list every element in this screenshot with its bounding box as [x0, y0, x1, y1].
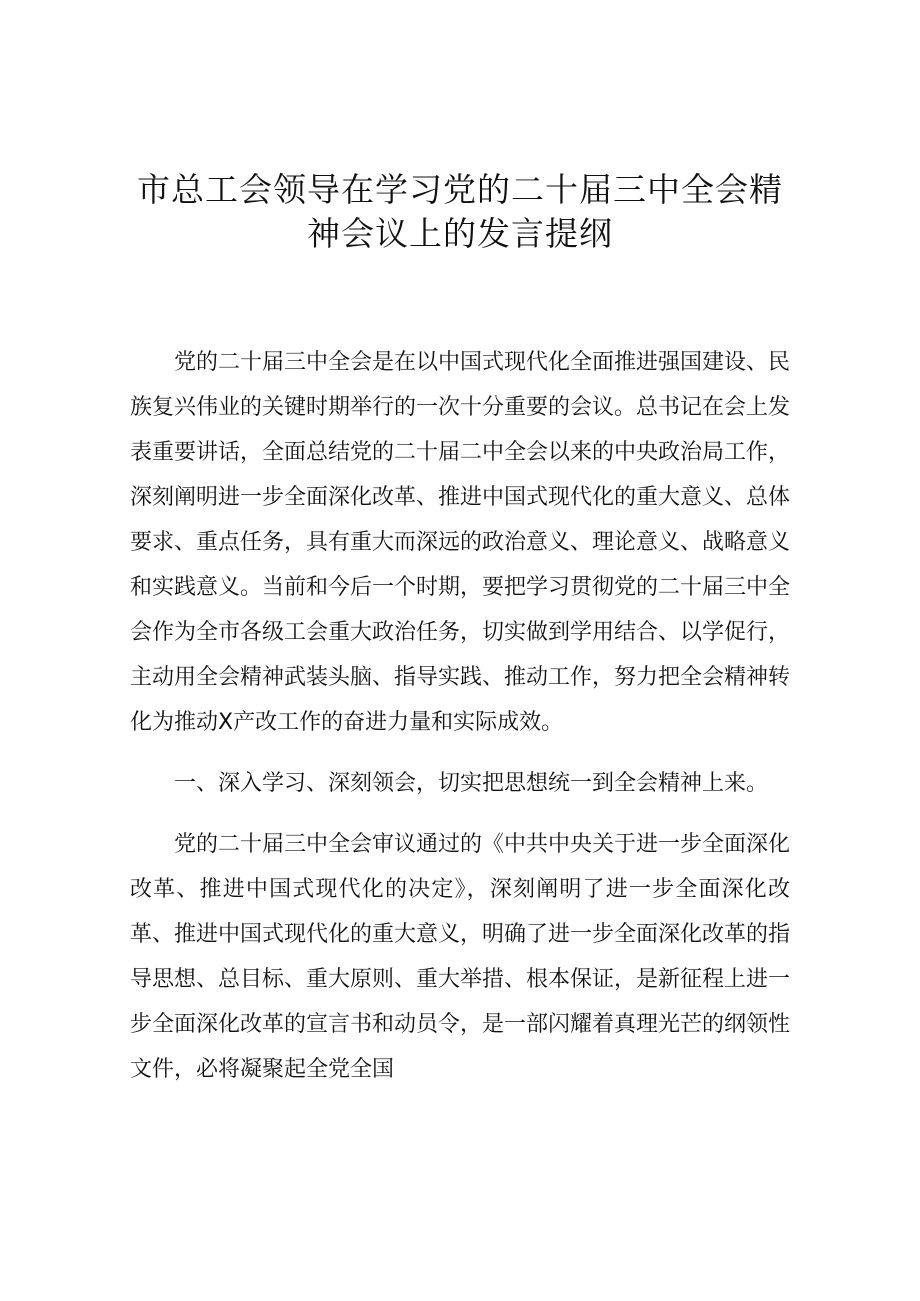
- document-body: [130, 340, 790, 1092]
- title-line-2: 神会议上的发言提纲: [307, 214, 613, 253]
- document-title: [130, 168, 790, 256]
- paragraph-intro: 党的二十届三中全会是在以中国式现代化全面推进强国建设、民族复兴伟业的关键时期举行的一次十分重要的会议。总书记在会上发表重要讲话，全面总结党的二十届二中全会以来的中央政治局工作，深刻阐明进一步全面深化改革、推进中国式现代化的重大意义、总体要求、重点任务，具有重大而深远的政治意义、理论意义、战略意义和实践意义。当前和今后一个时期，要把学习贯彻党的二十届三中全会作为全市各级工会重大政治任务，切实做到学用结合、以学促行，主动用全会精神武装头脑、指导实践、推动工作，努力把全会精神转化为推动X产改工作的奋进力量和实际成效。: [130, 350, 791, 735]
- paragraph-section-1: 党的二十届三中全会审议通过的《中共中央关于进一步全面深化改革、推进中国式现代化的决定》，深刻阐明了进一步全面深化改革、推进中国式现代化的重大意义，明确了进一步全面深化改革的指导思想、总目标、重大原则、重大举措、根本保证，是新征程上进一步全面深化改革的宣言书和动员令，是一部闪耀着真理光芒的纲领性文件，必将凝聚起全党全国: [130, 832, 791, 1082]
- title-line-1: 市总工会领导在学习党的二十届三中全会精: [137, 170, 783, 209]
- section-heading-1: 一、深入学习、深刻领会，切实把思想统一到全会精神上来。: [174, 771, 769, 796]
